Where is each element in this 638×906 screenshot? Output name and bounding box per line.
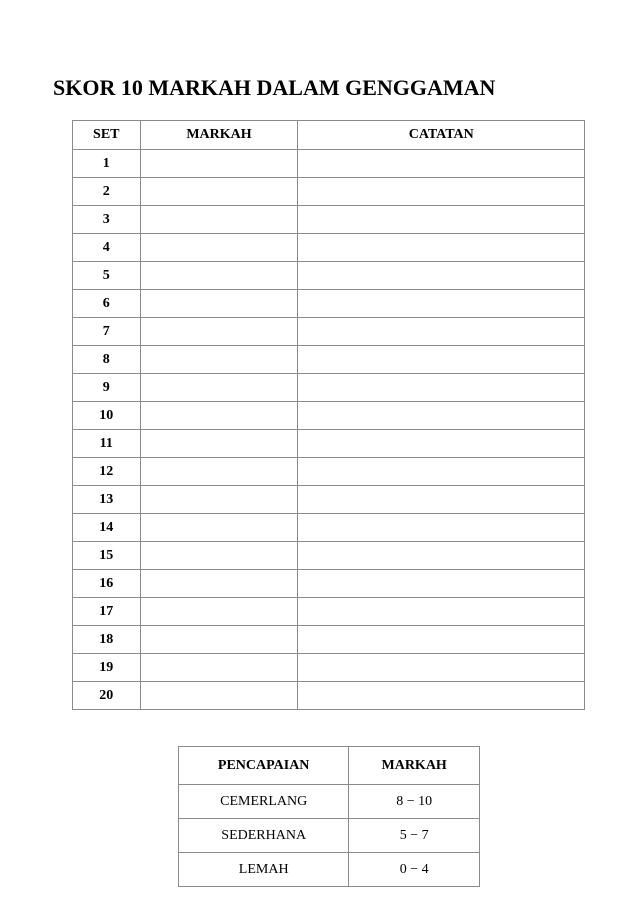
table-row	[73, 150, 585, 178]
grade-range-cell: 8 − 10	[349, 785, 480, 819]
set-cell: 8	[73, 346, 141, 374]
catatan-cell	[298, 654, 585, 682]
header-markah-range: MARKAH	[349, 747, 480, 785]
catatan-cell	[298, 514, 585, 542]
header-pencapaian: PENCAPAIAN	[179, 747, 349, 785]
table-row	[73, 262, 585, 290]
table-row	[73, 178, 585, 206]
grade-table-body	[179, 785, 480, 887]
markah-cell	[140, 654, 298, 682]
header-markah: MARKAH	[140, 121, 298, 150]
markah-cell	[140, 290, 298, 318]
table-row	[73, 626, 585, 654]
catatan-cell	[298, 374, 585, 402]
markah-cell	[140, 318, 298, 346]
catatan-cell	[298, 402, 585, 430]
markah-cell	[140, 178, 298, 206]
grade-table	[178, 746, 480, 887]
table-row	[73, 346, 585, 374]
catatan-cell	[298, 150, 585, 178]
catatan-cell	[298, 206, 585, 234]
table-row	[179, 819, 480, 853]
table-row	[73, 374, 585, 402]
set-cell: 1	[73, 150, 141, 178]
table-row	[179, 785, 480, 819]
table-row	[73, 402, 585, 430]
markah-cell	[140, 598, 298, 626]
grade-level-cell: LEMAH	[179, 853, 349, 887]
table-row	[73, 542, 585, 570]
markah-cell	[140, 542, 298, 570]
markah-cell	[140, 234, 298, 262]
set-cell: 19	[73, 654, 141, 682]
set-cell: 15	[73, 542, 141, 570]
table-row	[179, 853, 480, 887]
header-catatan: CATATAN	[298, 121, 585, 150]
catatan-cell	[298, 318, 585, 346]
set-cell: 2	[73, 178, 141, 206]
catatan-cell	[298, 682, 585, 710]
set-cell: 4	[73, 234, 141, 262]
set-cell: 14	[73, 514, 141, 542]
set-cell: 10	[73, 402, 141, 430]
markah-cell	[140, 682, 298, 710]
header-set: SET	[73, 121, 141, 150]
markah-cell	[140, 514, 298, 542]
catatan-cell	[298, 178, 585, 206]
catatan-cell	[298, 486, 585, 514]
markah-cell	[140, 626, 298, 654]
set-cell: 18	[73, 626, 141, 654]
set-cell: 6	[73, 290, 141, 318]
set-cell: 13	[73, 486, 141, 514]
catatan-cell	[298, 346, 585, 374]
table-row	[73, 682, 585, 710]
markah-cell	[140, 570, 298, 598]
catatan-cell	[298, 430, 585, 458]
markah-cell	[140, 402, 298, 430]
grade-range-cell: 0 − 4	[349, 853, 480, 887]
table-row	[73, 486, 585, 514]
set-cell: 17	[73, 598, 141, 626]
grade-level-cell: SEDERHANA	[179, 819, 349, 853]
set-cell: 16	[73, 570, 141, 598]
grade-level-cell: CEMERLANG	[179, 785, 349, 819]
markah-cell	[140, 262, 298, 290]
set-cell: 3	[73, 206, 141, 234]
markah-cell	[140, 486, 298, 514]
markah-cell	[140, 458, 298, 486]
catatan-cell	[298, 234, 585, 262]
table-row	[73, 430, 585, 458]
catatan-cell	[298, 598, 585, 626]
markah-cell	[140, 346, 298, 374]
markah-cell	[140, 206, 298, 234]
catatan-cell	[298, 570, 585, 598]
grade-table-header-row	[179, 747, 480, 785]
catatan-cell	[298, 626, 585, 654]
table-row	[73, 206, 585, 234]
score-table-body	[73, 150, 585, 710]
catatan-cell	[298, 290, 585, 318]
markah-cell	[140, 150, 298, 178]
score-table-header-row	[73, 121, 585, 150]
page-title: SKOR 10 MARKAH DALAM GENGGAMAN	[53, 75, 496, 100]
table-row	[73, 458, 585, 486]
set-cell: 5	[73, 262, 141, 290]
table-row	[73, 654, 585, 682]
score-table	[72, 120, 585, 710]
table-row	[73, 570, 585, 598]
grade-range-cell: 5 − 7	[349, 819, 480, 853]
table-row	[73, 290, 585, 318]
set-cell: 12	[73, 458, 141, 486]
set-cell: 7	[73, 318, 141, 346]
markah-cell	[140, 430, 298, 458]
table-row	[73, 514, 585, 542]
catatan-cell	[298, 542, 585, 570]
table-row	[73, 598, 585, 626]
table-row	[73, 318, 585, 346]
set-cell: 11	[73, 430, 141, 458]
set-cell: 20	[73, 682, 141, 710]
catatan-cell	[298, 262, 585, 290]
set-cell: 9	[73, 374, 141, 402]
table-row	[73, 234, 585, 262]
catatan-cell	[298, 458, 585, 486]
markah-cell	[140, 374, 298, 402]
